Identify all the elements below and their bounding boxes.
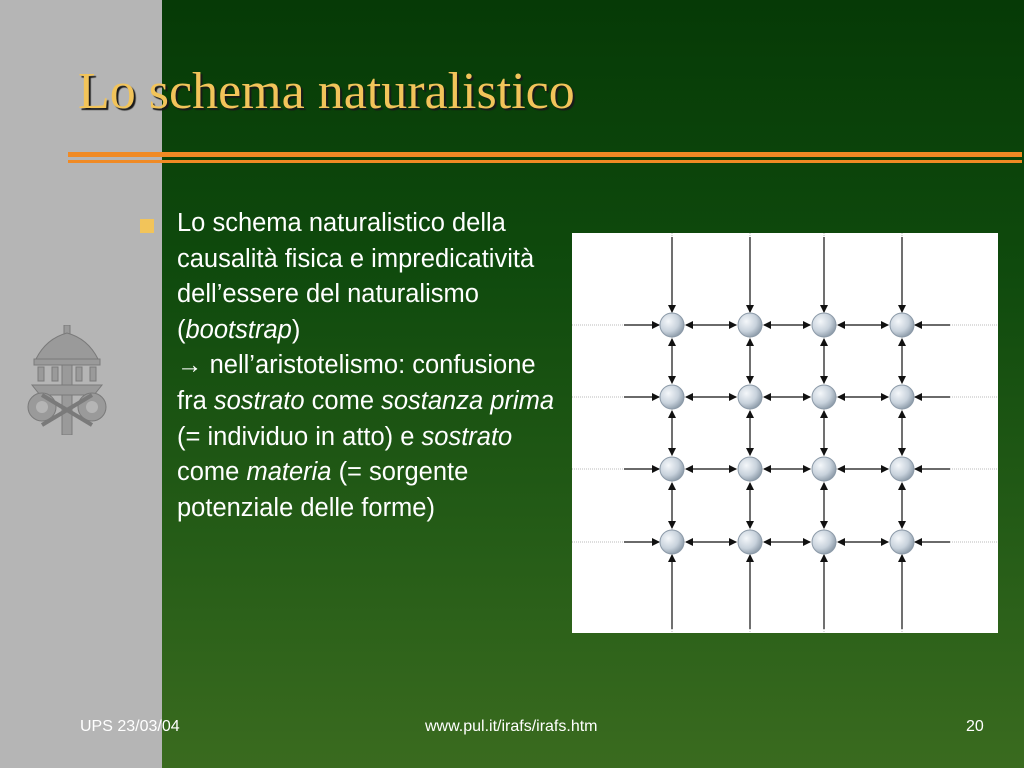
node	[812, 530, 836, 554]
body-text-3: nell’aristotelismo: confusione fra	[177, 351, 543, 415]
title-underline	[68, 152, 1022, 166]
body-italic-bootstrap: bootstrap	[185, 315, 292, 344]
papal-emblem-icon	[22, 325, 112, 435]
footer-url: www.pul.it/irafs/irafs.htm	[425, 718, 598, 735]
node	[660, 385, 684, 409]
body-italic-materia: materia	[246, 458, 332, 487]
bullet-text	[177, 206, 562, 526]
node	[738, 313, 762, 337]
node	[890, 530, 914, 554]
node	[812, 385, 836, 409]
node	[660, 530, 684, 554]
footer-page-number: 20	[966, 718, 984, 735]
square-bullet-icon	[140, 219, 154, 233]
body-italic-sostrato-2: sostrato	[421, 422, 513, 451]
node	[890, 385, 914, 409]
slide-title: Lo schema naturalistico	[78, 63, 575, 120]
node	[738, 530, 762, 554]
network-diagram-svg	[572, 233, 998, 633]
body-text-1: Lo schema naturalistico della causalità fisica e impredicatività dell’essere del naturalismo (	[177, 209, 542, 344]
body-text-7: (= sorgente potenziale delle forme)	[177, 458, 476, 522]
node	[890, 313, 914, 337]
body-text-5: (= individuo in atto) e	[177, 386, 562, 451]
node	[660, 313, 684, 337]
node	[812, 313, 836, 337]
network-diagram	[572, 233, 998, 633]
title-underline-thin	[68, 160, 1022, 163]
footer-date: UPS 23/03/04	[80, 718, 180, 735]
title-underline-thick	[68, 152, 1022, 157]
body-text-2: )	[291, 315, 301, 344]
body-text-4: come	[304, 386, 382, 415]
right-arrow-icon: →	[177, 351, 203, 380]
node	[738, 385, 762, 409]
node	[660, 457, 684, 481]
node	[890, 457, 914, 481]
node	[738, 457, 762, 481]
node	[812, 457, 836, 481]
body-italic-sostrato-1: sostrato	[213, 386, 305, 415]
body-italic-sostanza-prima: sostanza prima	[381, 386, 555, 415]
body-text-6: come	[177, 422, 520, 487]
